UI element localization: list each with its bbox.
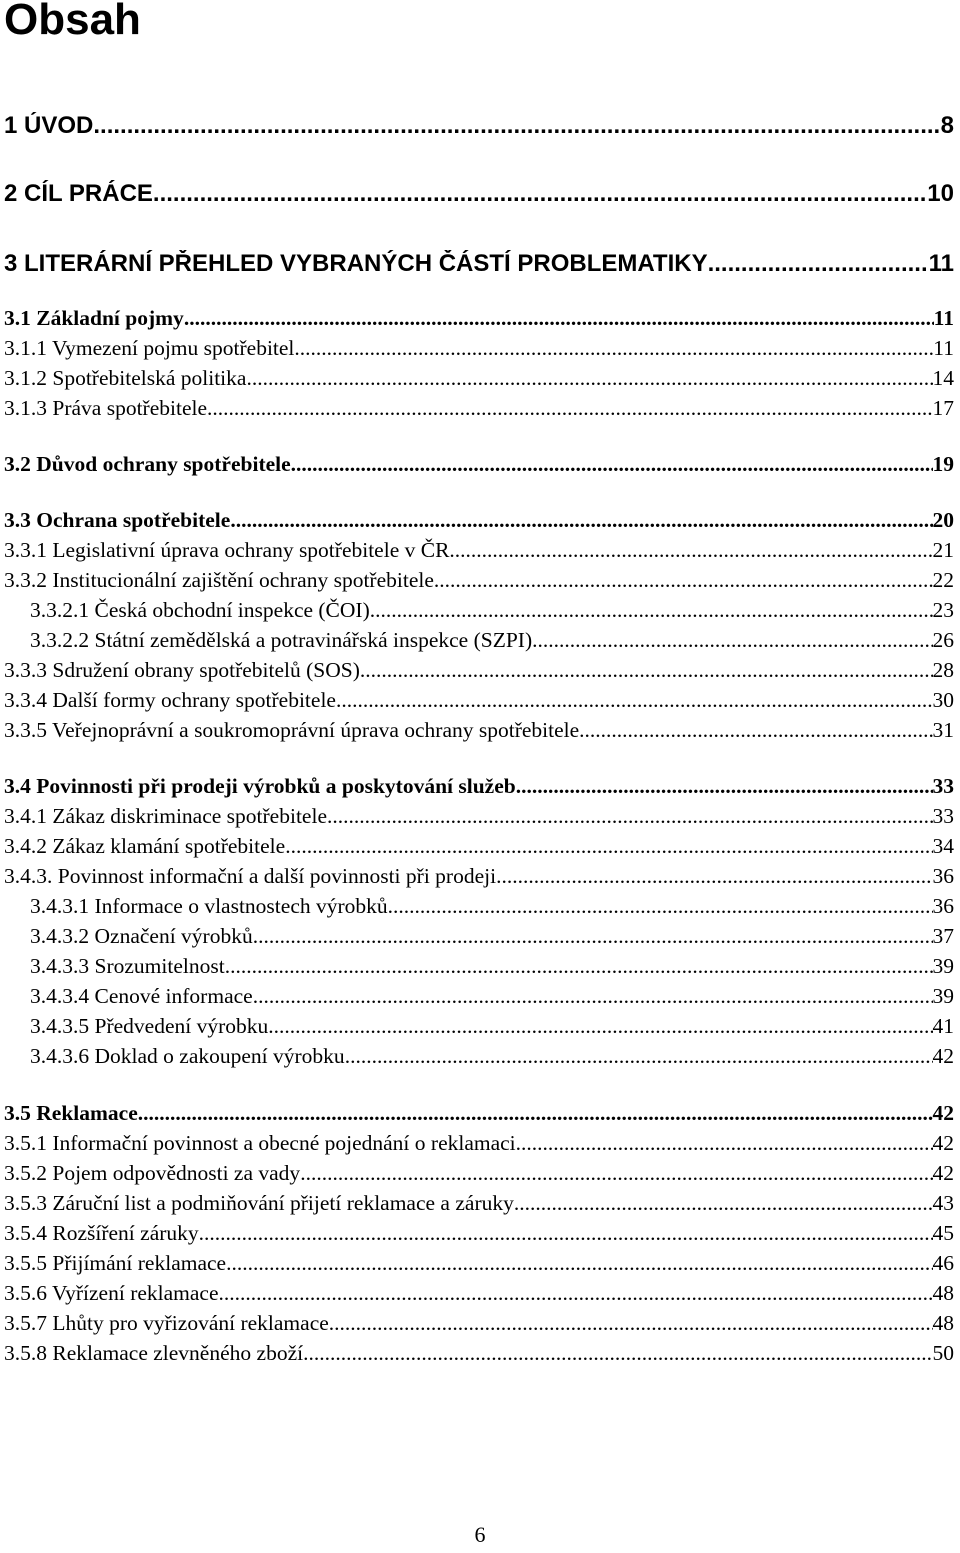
toc-entry[interactable]	[30, 1044, 954, 1069]
toc-entry-label: 3.5.6 Vyřízení reklamace	[4, 1281, 219, 1305]
toc-entry-page: 8	[940, 112, 954, 139]
toc-entry[interactable]	[30, 894, 954, 919]
toc-entry[interactable]	[4, 306, 954, 331]
toc-entry[interactable]	[30, 1014, 954, 1039]
toc-entry-page: 43	[932, 1191, 954, 1215]
toc-entry[interactable]	[4, 112, 954, 140]
toc-entry-label: 3.3.4 Další formy ochrany spotřebitele	[4, 688, 336, 712]
toc-entry[interactable]	[4, 1281, 954, 1306]
page-title: Obsah	[4, 0, 141, 44]
toc-entry-page: 31	[932, 718, 954, 742]
toc-entry[interactable]	[4, 508, 954, 533]
toc-entry-label: 3.4.3.6 Doklad o zakoupení výrobku	[30, 1044, 345, 1068]
toc-entry-label: 3.1.1 Vymezení pojmu spotřebitel	[4, 336, 295, 360]
toc-entry-label: 3.4.3.4 Cenové informace	[30, 984, 253, 1008]
toc-entry-label: 3.1 Základní pojmy	[4, 306, 184, 330]
toc-entry-label: 3.3.2.1 Česká obchodní inspekce (ČOI)	[30, 598, 370, 622]
toc-entry-page: 33	[932, 774, 954, 798]
toc-entry[interactable]	[30, 954, 954, 979]
toc-dot-leader	[300, 1161, 932, 1186]
toc-entry[interactable]	[4, 1161, 954, 1186]
toc-entry[interactable]	[4, 804, 954, 829]
toc-entry[interactable]	[4, 1251, 954, 1276]
toc-entry-label: 3.4.2 Zákaz klamání spotřebitele	[4, 834, 286, 858]
toc-entry-label: 3.5.3 Záruční list a podmiňování přijetí reklamace a záruky	[4, 1191, 514, 1215]
toc-dot-leader	[226, 1251, 932, 1276]
page-number: 6	[474, 1522, 486, 1547]
toc-dot-leader	[532, 628, 932, 653]
toc-dot-leader	[153, 180, 927, 208]
toc-entry-page: 11	[933, 306, 954, 330]
toc-dot-leader	[225, 954, 933, 979]
toc-entry-page: 45	[932, 1221, 954, 1245]
toc-entry-page: 39	[932, 984, 954, 1008]
toc-entry-page: 22	[932, 568, 954, 592]
toc-entry[interactable]	[4, 834, 954, 859]
toc-entry[interactable]	[4, 1221, 954, 1246]
toc-entry[interactable]	[4, 336, 954, 361]
toc-entry-page: 33	[932, 804, 954, 828]
toc-entry[interactable]	[4, 1341, 954, 1366]
toc-entry[interactable]	[4, 658, 954, 683]
toc-entry-label: 3.5 Reklamace	[4, 1101, 138, 1125]
toc-entry-page: 50	[932, 1341, 954, 1365]
toc-entry[interactable]	[4, 452, 954, 477]
toc-entry[interactable]	[4, 180, 954, 208]
toc-entry-label: 3 LITERÁRNÍ PŘEHLED VYBRANÝCH ČÁSTÍ PROBLEMATIKY	[4, 250, 708, 277]
toc-dot-leader	[708, 250, 929, 278]
toc-dot-leader	[327, 804, 933, 829]
toc-entry-label: 3.3.1 Legislativní úprava ochrany spotřebitele v ČR	[4, 538, 450, 562]
toc-dot-leader	[345, 1044, 933, 1069]
toc-entry[interactable]	[4, 396, 954, 421]
toc-entry-page: 36	[932, 894, 954, 918]
toc-entry[interactable]	[4, 366, 954, 391]
toc-entry-label: 3.3 Ochrana spotřebitele	[4, 508, 231, 532]
toc-entry-label: 3.5.1 Informační povinnost a obecné pojednání o reklamaci	[4, 1131, 516, 1155]
toc-entry-page: 46	[932, 1251, 954, 1275]
toc-dot-leader	[253, 924, 933, 949]
toc-dot-leader	[360, 658, 933, 683]
toc-entry-page: 37	[932, 924, 954, 948]
toc-entry-label: 3.1.2 Spotřebitelská politika	[4, 366, 247, 390]
toc-dot-leader	[336, 688, 933, 713]
toc-entry-page: 14	[932, 366, 954, 390]
toc-entry-page: 26	[932, 628, 954, 652]
toc-entry[interactable]	[4, 688, 954, 713]
toc-dot-leader	[579, 718, 932, 743]
toc-dot-leader	[138, 1101, 933, 1126]
toc-dot-leader	[93, 112, 940, 140]
toc-dot-leader	[253, 984, 933, 1009]
toc-dot-leader	[370, 598, 933, 623]
toc-dot-leader	[514, 1191, 933, 1216]
toc-entry-page: 42	[932, 1161, 954, 1185]
toc-entry[interactable]	[4, 1191, 954, 1216]
toc-entry-label: 3.4.3.2 Označení výrobků	[30, 924, 253, 948]
toc-entry-page: 11	[933, 336, 954, 360]
toc-entry-label: 2 CÍL PRÁCE	[4, 180, 153, 207]
toc-entry-label: 3.2 Důvod ochrany spotřebitele	[4, 452, 291, 476]
toc-dot-leader	[199, 1221, 933, 1246]
toc-dot-leader	[294, 336, 933, 361]
toc-dot-leader	[516, 1131, 933, 1156]
toc-entry-label: 3.4.3.5 Předvedení výrobku	[30, 1014, 269, 1038]
toc-entry[interactable]	[4, 568, 954, 593]
toc-entry-page: 41	[932, 1014, 954, 1038]
toc-entry-page: 48	[932, 1281, 954, 1305]
toc-entry-page: 11	[928, 250, 954, 277]
toc-entry-label: 3.5.2 Pojem odpovědnosti za vady	[4, 1161, 301, 1185]
toc-entry-label: 3.1.3 Práva spotřebitele	[4, 396, 208, 420]
toc-entry[interactable]	[4, 864, 954, 889]
toc-dot-leader	[291, 452, 933, 477]
toc-entry[interactable]	[30, 924, 954, 949]
toc-entry-page: 36	[932, 864, 954, 888]
toc-entry[interactable]	[4, 538, 954, 563]
toc-dot-leader	[207, 396, 932, 421]
toc-entry[interactable]	[4, 774, 954, 799]
toc-entry-label: 3.4.3.3 Srozumitelnost	[30, 954, 225, 978]
toc-entry-label: 3.4.3. Povinnost informační a další povinnosti při prodeji	[4, 864, 497, 888]
toc-entry[interactable]	[4, 1101, 954, 1126]
toc-dot-leader	[388, 894, 933, 919]
toc-entry-label: 3.3.5 Veřejnoprávní a soukromoprávní úprava ochrany spotřebitele	[4, 718, 580, 742]
toc-entry[interactable]	[30, 598, 954, 623]
toc-entry-page: 42	[932, 1101, 954, 1125]
toc-entry[interactable]	[4, 718, 954, 743]
toc-entry[interactable]	[30, 628, 954, 653]
toc-entry-page: 34	[932, 834, 954, 858]
toc-dot-leader	[434, 568, 933, 593]
toc-entry-page: 23	[932, 598, 954, 622]
toc-dot-leader	[219, 1281, 933, 1306]
toc-dot-leader	[303, 1341, 932, 1366]
toc-entry[interactable]	[4, 250, 954, 278]
toc-entry-label: 3.3.2 Institucionální zajištění ochrany spotřebitele	[4, 568, 434, 592]
toc-entry-label: 3.4.3.1 Informace o vlastnostech výrobků	[30, 894, 388, 918]
toc-dot-leader	[246, 366, 932, 391]
toc-entry[interactable]	[4, 1131, 954, 1156]
toc-entry-label: 3.5.4 Rozšíření záruky	[4, 1221, 199, 1245]
toc-entry-label: 3.4.1 Zákaz diskriminace spotřebitele	[4, 804, 327, 828]
toc-entry-page: 39	[932, 954, 954, 978]
toc-entry-page: 30	[932, 688, 954, 712]
toc-dot-leader	[184, 306, 934, 331]
toc-entry-page: 21	[932, 538, 954, 562]
toc-entry-label: 3.5.8 Reklamace zlevněného zboží	[4, 1341, 304, 1365]
toc-entry-page: 10	[927, 180, 954, 207]
toc-dot-leader	[268, 1014, 932, 1039]
toc-entry-page: 17	[932, 396, 954, 420]
toc-entry-page: 42	[932, 1044, 954, 1068]
toc-entry-label: 3.5.5 Přijímání reklamace	[4, 1251, 227, 1275]
toc-entry-page: 42	[932, 1131, 954, 1155]
toc-dot-leader	[449, 538, 932, 563]
toc-entry-label: 3.5.7 Lhůty pro vyřizování reklamace	[4, 1311, 329, 1335]
toc-dot-leader	[285, 834, 932, 859]
toc-entry-page: 19	[932, 452, 954, 476]
toc-dot-leader	[329, 1311, 933, 1336]
toc-dot-leader	[230, 508, 932, 533]
toc-entry-page: 20	[932, 508, 954, 532]
toc-entry[interactable]	[30, 984, 954, 1009]
toc-entry-label: 3.4 Povinnosti při prodeji výrobků a poskytování služeb	[4, 774, 516, 798]
toc-entry-label: 3.3.3 Sdružení obrany spotřebitelů (SOS)	[4, 658, 360, 682]
toc-entry[interactable]	[4, 1311, 954, 1336]
toc-entry-label: 3.3.2.2 Státní zemědělská a potravinářská inspekce (SZPI)	[30, 628, 533, 652]
toc-dot-leader	[516, 774, 933, 799]
toc-entry-page: 48	[932, 1311, 954, 1335]
toc-entry-page: 28	[932, 658, 954, 682]
toc-entry-label: 1 ÚVOD	[4, 112, 94, 139]
toc-dot-leader	[496, 864, 932, 889]
